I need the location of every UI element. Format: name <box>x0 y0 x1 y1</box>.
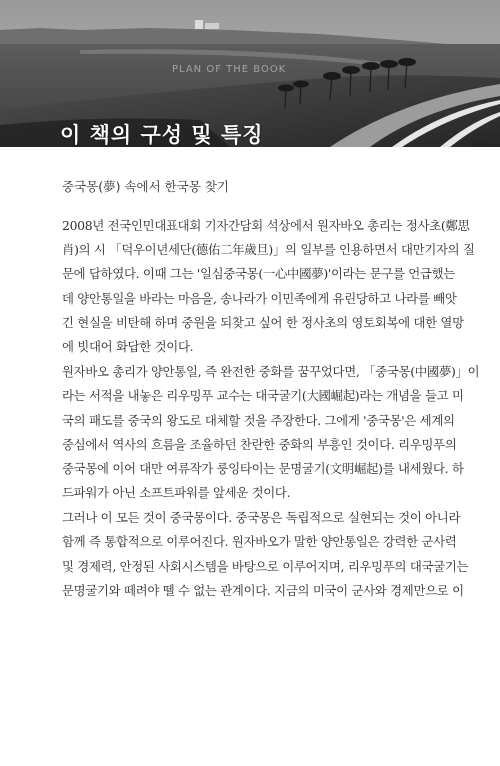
text-line: 에 빗대어 화답한 것이다. <box>62 338 194 354</box>
text-line: 중심에서 역사의 흐름을 조율하던 찬란한 중화의 부흥인 것이다. 리우밍푸의 <box>62 436 457 452</box>
text-line: 및 경제력, 안정된 사회시스템을 바탕으로 이루어지며, 리우밍푸의 대국굴기는 <box>62 558 469 574</box>
text-line: 드파워가 아닌 소프트파워를 앞세운 것이다. <box>62 485 291 501</box>
text-line: 라는 서적을 내놓은 리우밍푸 교수는 대국굴기(大國崛起)라는 개념을 들고 미 <box>62 388 464 404</box>
paragraph-2 <box>62 360 480 505</box>
section-subtitle: 중국몽(夢) 속에서 한국몽 찾기 <box>62 179 229 194</box>
paragraph-3 <box>62 506 469 603</box>
text-line: 그러나 이 모든 것이 중국몽이다. 중국몽은 독립적으로 실현되는 것이 아니라 <box>62 510 461 526</box>
text-line: 데 양안통일을 바라는 마음을, 송나라가 이민족에게 유린당하고 나라를 빼앗 <box>62 290 457 306</box>
text-line: 문명굴기와 떼려야 뗄 수 없는 관계이다. 지금의 미국이 군사와 경제만으로 이 <box>62 582 464 598</box>
text-line: 중국몽에 이어 대만 여류작가 룽잉타이는 문명굴기(文明崛起)를 내세웠다. 하 <box>62 460 464 476</box>
text-line: 국의 패도를 중국의 왕도로 대체할 것을 주장한다. 그에게 '중국몽'은 세계의 <box>62 412 455 428</box>
chapter-title: 이 책의 구성 및 특징 <box>60 123 264 147</box>
text-line: 2008년 전국인민대표대회 기자간담회 석상에서 원자바오 총리는 정사초(鄭思 <box>62 218 470 233</box>
text-line: 함께 즉 통합적으로 이루어진다. 원자바오가 말한 양안통일은 강력한 군사력 <box>62 534 457 550</box>
photo-caption: PLAN OF THE BOOK <box>172 64 287 75</box>
body-text <box>62 214 480 604</box>
text-line: 원자바오 총리가 양안통일, 즉 완전한 중화를 꿈꾸었다면, 「중국몽(中國夢)」이 <box>62 364 480 380</box>
paragraph-1 <box>62 214 475 359</box>
text-line: 긴 현실을 비탄해 하며 중원을 되찾고 싶어 한 정사초의 영토회복에 대한 열망 <box>62 314 464 330</box>
text-line: 문에 답하였다. 이때 그는 '일심중국몽(一心中國夢)'이라는 문구를 언급했는 <box>62 266 455 282</box>
text-line: 肖)의 시 「덕우이년세단(德佑二年歲旦)」의 일부를 인용하면서 대만기자의 질 <box>62 242 475 258</box>
